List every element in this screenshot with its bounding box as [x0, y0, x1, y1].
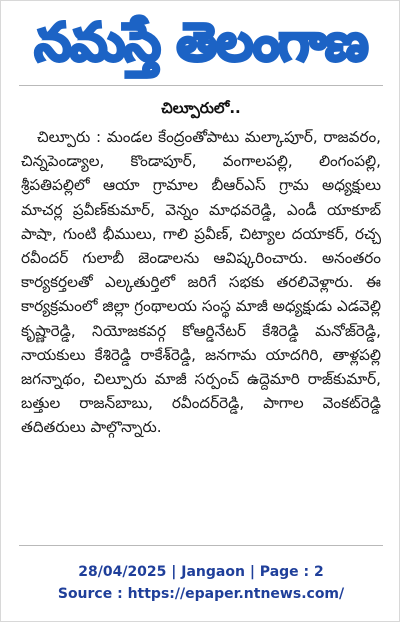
article-body: చిల్పూరు : మండల కేంద్రంతోపాటు మల్కాపూర్, రాజవరం, చిన్నపెండ్యాల, కొండాపూర్, వంగాలపల్లి, లింగంపల్లి, శ్రీపతిపల్లిలో ఆయా గ్రామాల బీఆర్ఎస్ గ్రామ అధ్యక్షులు మాచర్ల ప్రవీణ్‌కుమార్, వెన్నం మాధవరెడ్డి, ఎండీ యాకూబ్ పాషా, గుంటి భీములు, గాలి ప్రవీణ్, చిట్యాల దయాకర్, రచ్చ రవీందర్ గులాబీ జెండాలను ఆవిష్కరించారు. అనంతరం కార్యకర్తలతో ఎల్కతుర్తిలో జరిగే సభకు తరలివెళ్లారు. ఈ కార్యక్రమంలో జిల్లా గ్రంథాలయ సంస్థ మాజీ అధ్యక్షుడు ఎడవెల్లి కృష్ణారెడ్డి, నియోజకవర్గ కోఆర్డినేటర్ కేశిరెడ్డి మనోజ్‌రెడ్డి, నాయకులు కేశిరెడ్డి రాకేశ్‌రెడ్డి, జనగామ యాదగిరి, తాళ్లపల్లి జగన్నాథం, చిల్పూరు మాజీ సర్పంచ్ ఉద్దెమారి రాజ్‌కుమార్, బత్తుల రాజన్‌బాబు, రవీందర్‌రెడ్డి, పాగాల వెంకట్‌రెడ్డి తదితరులు పాల్గొన్నారు.: [21, 128, 381, 437]
date-edition-line: 28/04/2025 | Jangaon | Page : 2: [78, 564, 324, 580]
source-line: Source : https://epaper.ntnews.com/: [57, 586, 345, 602]
bottom-divider: [19, 545, 383, 546]
article: [21, 97, 381, 545]
masthead: [9, 7, 393, 79]
top-divider: [19, 85, 383, 86]
article-headline: చిల్పూరులో..: [161, 99, 241, 117]
masthead-title: నమస్తే తెలంగాణ: [34, 13, 368, 73]
